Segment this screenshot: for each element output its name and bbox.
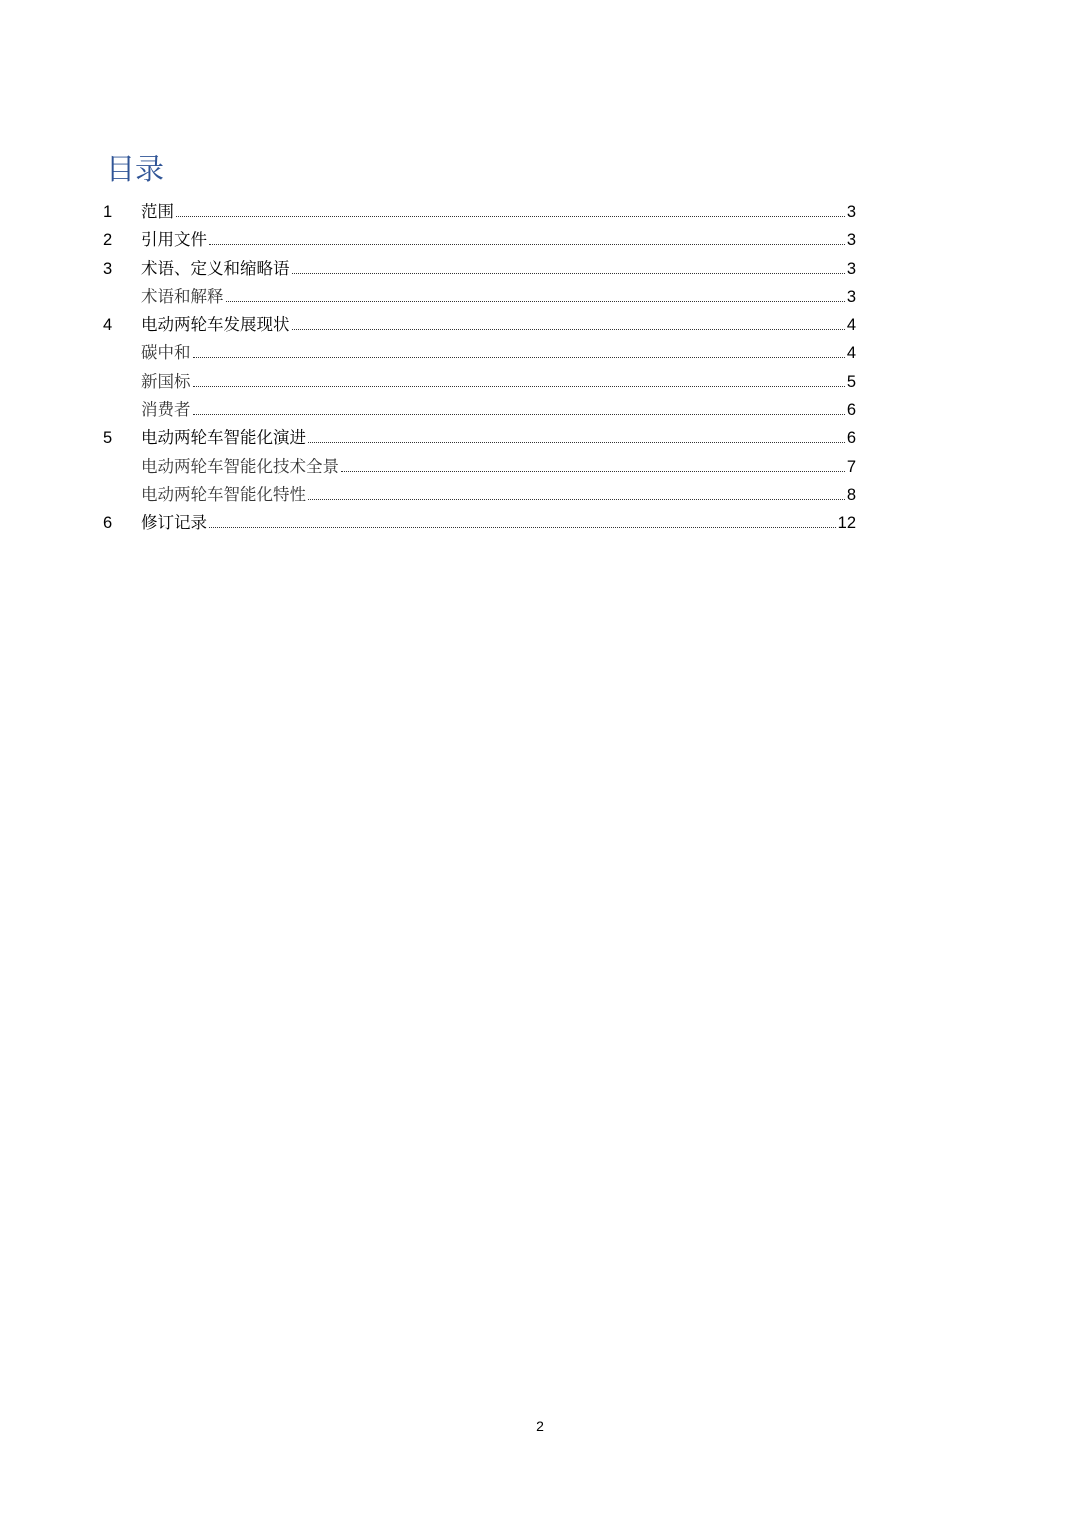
toc-entry-title: 碳中和: [141, 343, 191, 363]
toc-dot-leader: [292, 328, 845, 330]
toc-dot-leader: [341, 470, 845, 472]
toc-subentry-tech-panorama[interactable]: [103, 453, 856, 481]
toc-dot-leader: [209, 526, 836, 528]
toc-entry-page: 5: [846, 372, 856, 391]
toc-entry-number: 4: [103, 316, 113, 335]
toc-entry-terms[interactable]: [103, 255, 856, 283]
toc-dot-leader: [193, 413, 845, 415]
toc-entry-page: 6: [846, 401, 856, 420]
toc-entry-page: 6: [846, 429, 856, 448]
toc-dot-leader: [308, 441, 845, 443]
toc-entry-revision-record[interactable]: [103, 509, 856, 537]
toc-entry-page: 3: [846, 203, 856, 221]
page-number: 2: [536, 1418, 544, 1434]
toc-entry-page: 12: [837, 514, 856, 533]
toc-dot-leader: [209, 243, 845, 245]
toc-entry-page: 4: [846, 344, 856, 363]
toc-entry-title: 修订记录: [141, 513, 207, 533]
toc-title: 目录: [106, 152, 165, 186]
toc-entry-title: 电动两轮车智能化演进: [141, 428, 306, 448]
toc-subentry-carbon-neutral[interactable]: [103, 339, 856, 367]
toc-entry-title: 术语、定义和缩略语: [141, 258, 290, 278]
toc-entry-page: 3: [846, 287, 856, 306]
toc-entry-title: 消费者: [141, 400, 191, 420]
toc-entry-title: 引用文件: [141, 230, 207, 250]
toc-entry-number: 1: [103, 203, 113, 221]
toc-dot-leader: [193, 385, 845, 387]
toc-entry-number: 2: [103, 231, 113, 250]
toc-entry-number: 3: [103, 259, 113, 278]
toc-dot-leader: [193, 356, 845, 358]
toc-subentry-consumers[interactable]: [103, 396, 856, 424]
toc-dot-leader: [292, 272, 845, 274]
toc-entry-references[interactable]: [103, 226, 856, 254]
toc-entry-page: 8: [846, 485, 856, 504]
toc-subentry-terms-explanation[interactable]: [103, 283, 856, 311]
toc-entry-title: 范围: [141, 202, 174, 221]
toc-entry-title: 电动两轮车智能化技术全景: [141, 456, 339, 476]
toc-entry-development-status[interactable]: [103, 311, 856, 339]
toc-entry-page: 7: [846, 457, 856, 476]
toc-entry-intelligent-evolution[interactable]: [103, 424, 856, 452]
toc-list: [103, 198, 856, 538]
toc-entry-page: 3: [846, 231, 856, 250]
toc-entry-page: 4: [846, 316, 856, 335]
toc-entry-title: 电动两轮车发展现状: [141, 315, 290, 335]
toc-entry-scope[interactable]: [103, 198, 856, 226]
toc-subentry-intelligent-features[interactable]: [103, 481, 856, 509]
toc-dot-leader: [176, 215, 845, 217]
toc-dot-leader: [308, 498, 845, 500]
toc-subentry-new-national-standard[interactable]: [103, 368, 856, 396]
toc-entry-title: 新国标: [141, 371, 191, 391]
toc-entry-number: 6: [103, 514, 113, 533]
toc-entry-number: 5: [103, 429, 113, 448]
toc-entry-title: 术语和解释: [141, 286, 224, 306]
toc-dot-leader: [226, 300, 845, 302]
toc-entry-page: 3: [846, 259, 856, 278]
toc-entry-title: 电动两轮车智能化特性: [141, 484, 306, 504]
